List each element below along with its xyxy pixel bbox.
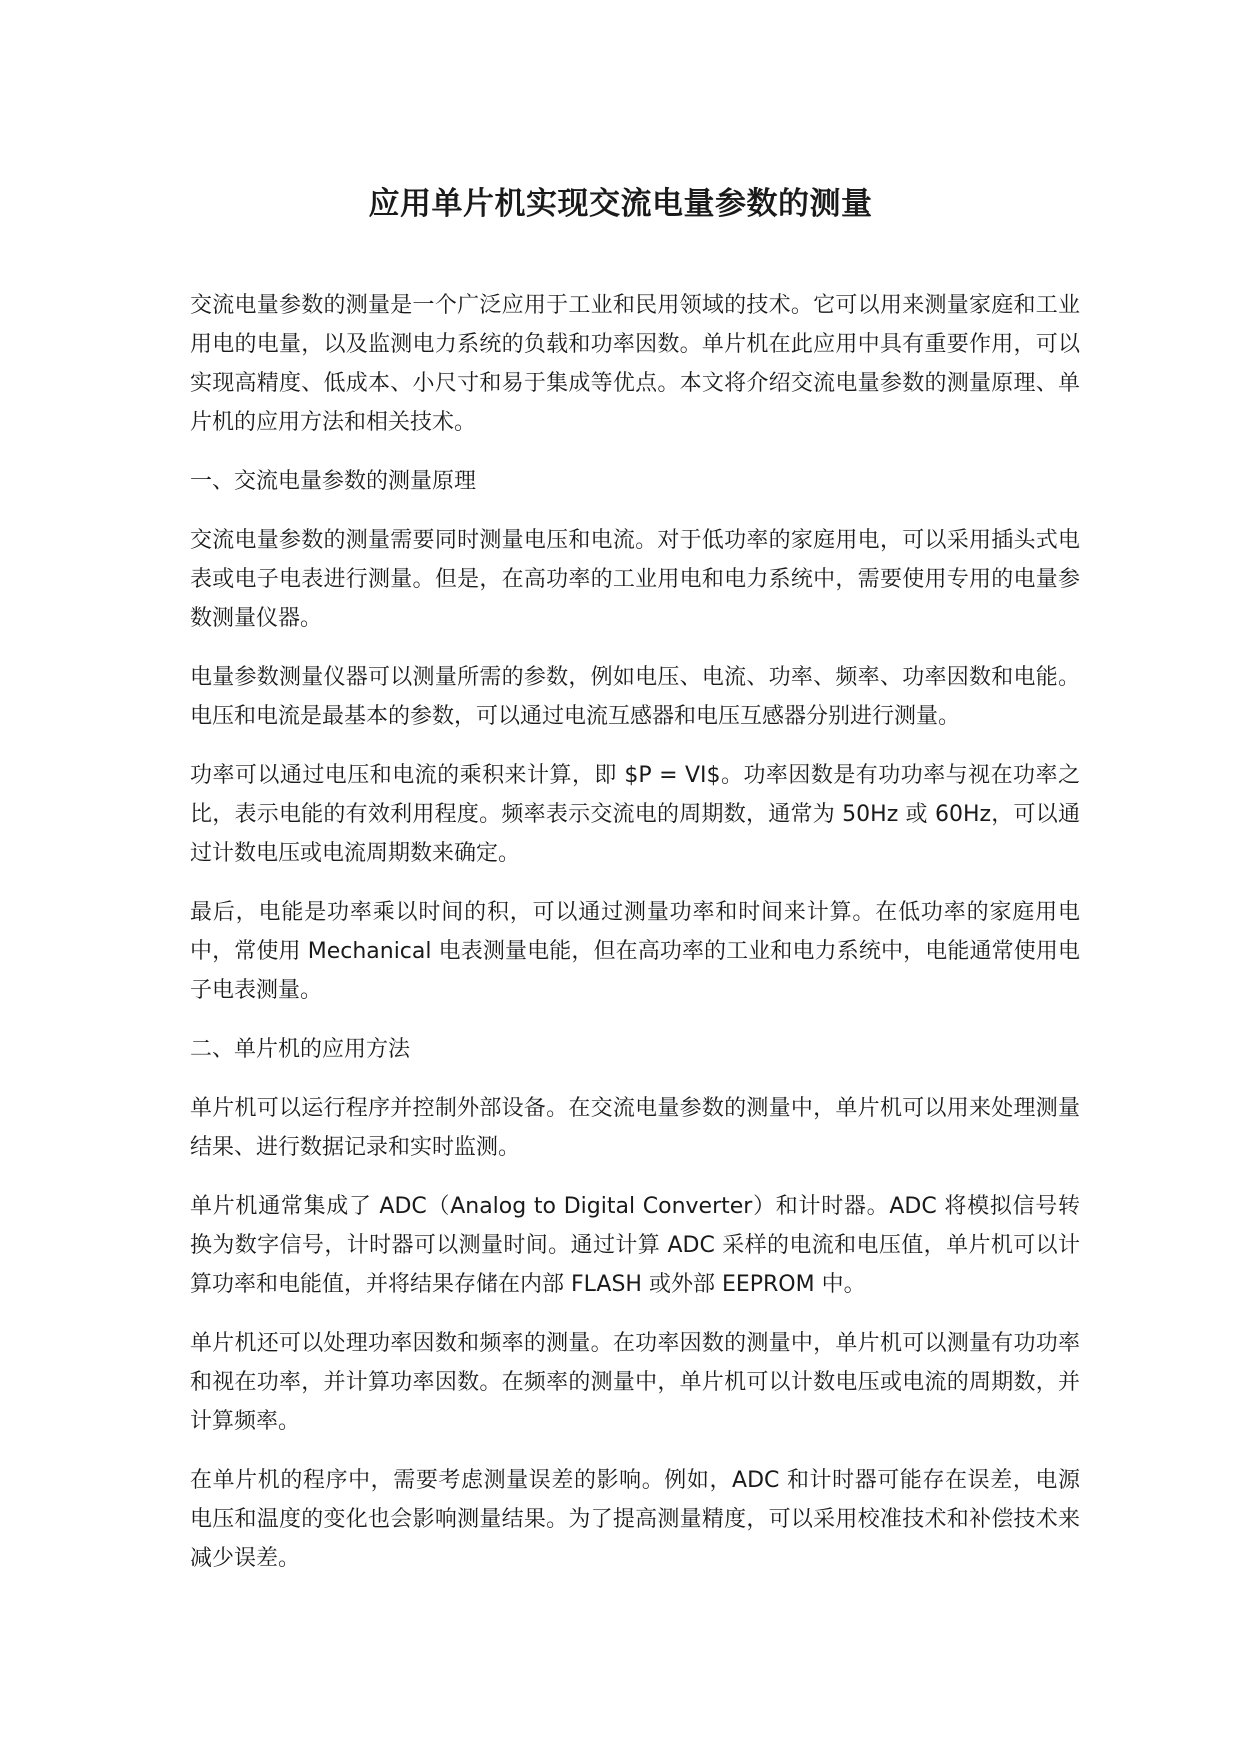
paragraph-intro: 交流电量参数的测量是一个广泛应用于工业和民用领域的技术。它可以用来测量家庭和工业用电的电量，以及监测电力系统的负载和功率因数。单片机在此应用中具有重要作用，可以实现高精度、低成本、小尺寸和易于集成等优点。本文将介绍交流电量参数的测量原理、单片机的应用方法和相关技术。 (190, 293, 1080, 435)
paragraph: 交流电量参数的测量需要同时测量电压和电流。对于低功率的家庭用电，可以采用插头式电表或电子电表进行测量。但是，在高功率的工业用电和电力系统中，需要使用专用的电量参数测量仪器。 (190, 528, 1080, 631)
paragraph: 最后，电能是功率乘以时间的积，可以通过测量功率和时间来计算。在低功率的家庭用电中，常使用 Mechanical 电表测量电能，但在高功率的工业和电力系统中，电能通常使用电子电表测量。 (190, 900, 1080, 1003)
paragraph: 单片机通常集成了 ADC（Analog to Digital Converter）和计时器。ADC 将模拟信号转换为数字信号，计时器可以测量时间。通过计算 ADC 采样的电流和电压值，单片机可以计算功率和电能值，并将结果存储在内部 FLASH 或外部 EEPROM 中。 (190, 1194, 1080, 1297)
section-heading-2: 二、单片机的应用方法 (190, 1037, 411, 1062)
document-title: 应用单片机实现交流电量参数的测量 (368, 186, 873, 222)
paragraph: 功率可以通过电压和电流的乘积来计算，即 $P = VI$。功率因数是有功功率与视在功率之比，表示电能的有效利用程度。频率表示交流电的周期数，通常为 50Hz 或 60Hz，可以通过计数电压或电流周期数来确定。 (190, 763, 1080, 866)
paragraph: 单片机还可以处理功率因数和频率的测量。在功率因数的测量中，单片机可以测量有功功率和视在功率，并计算功率因数。在频率的测量中，单片机可以计数电压或电流的周期数，并计算频率。 (190, 1331, 1080, 1434)
paragraph: 在单片机的程序中，需要考虑测量误差的影响。例如，ADC 和计时器可能存在误差，电源电压和温度的变化也会影响测量结果。为了提高测量精度，可以采用校准技术和补偿技术来减少误差。 (190, 1468, 1080, 1571)
paragraph: 单片机可以运行程序并控制外部设备。在交流电量参数的测量中，单片机可以用来处理测量结果、进行数据记录和实时监测。 (190, 1096, 1080, 1160)
paragraph: 电量参数测量仪器可以测量所需的参数，例如电压、电流、功率、频率、功率因数和电能。电压和电流是最基本的参数，可以通过电流互感器和电压互感器分别进行测量。 (190, 665, 1080, 729)
document-body (190, 286, 1080, 1598)
section-heading-1: 一、交流电量参数的测量原理 (190, 469, 477, 494)
